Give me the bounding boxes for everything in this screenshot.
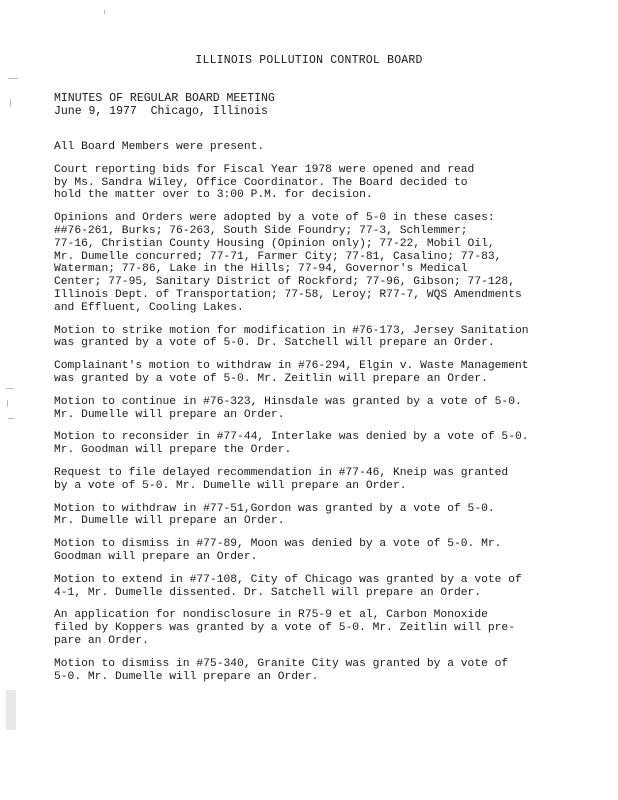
- minutes-line: Motion to withdraw in #77-51,Gordon was granted by a vote of 5-0.: [54, 502, 495, 515]
- minutes-paragraph: [54, 431, 574, 457]
- minutes-line: pare an Order.: [54, 634, 149, 647]
- minutes-line: was granted by a vote of 5-0. Dr. Satchell will prepare an Order.: [54, 337, 495, 350]
- minutes-line: Motion to dismiss in #75-340, Granite City was granted by a vote of: [54, 657, 509, 670]
- minutes-paragraph: [54, 325, 574, 351]
- minutes-line: filed by Koppers was granted by a vote of 5-0. Mr. Zeitlin will pre-: [54, 622, 515, 635]
- minutes-line: and Effluent, Cooling Lakes.: [54, 301, 244, 314]
- minutes-paragraph: [54, 141, 574, 154]
- minutes-paragraph: [54, 609, 574, 647]
- minutes-line: Motion to strike motion for modification in #76-173, Jersey Sanitation: [54, 324, 529, 337]
- minutes-paragraph: [54, 467, 574, 493]
- minutes-line: Goodman will prepare an Order.: [54, 550, 258, 563]
- scan-mark: [8, 418, 14, 419]
- minutes-line: hold the matter over to 3:00 P.M. for decision.: [54, 189, 373, 202]
- minutes-line: Motion to continue in #76-323, Hinsdale was granted by a vote of 5-0.: [54, 395, 522, 408]
- meeting-heading-line1: MINUTES OF REGULAR BOARD MEETING: [54, 92, 275, 105]
- minutes-line: 4-1, Mr. Dumelle dissented. Dr. Satchell will prepare an Order.: [54, 586, 482, 599]
- scan-mark: [6, 690, 16, 730]
- minutes-line: Mr. Dumelle will prepare an Order.: [54, 408, 285, 421]
- minutes-line: Waterman; 77-86, Lake in the Hills; 77-94, Governor's Medical: [54, 263, 468, 276]
- minutes-paragraph: [54, 503, 574, 529]
- minutes-body: [54, 141, 574, 693]
- minutes-line: Center; 77-95, Sanitary District of Rockford; 77-96, Gibson; 77-128,: [54, 276, 515, 289]
- minutes-line: Mr. Dumelle will prepare an Order.: [54, 515, 285, 528]
- board-title: ILLINOIS POLLUTION CONTROL BOARD: [195, 54, 423, 67]
- minutes-line: Illinois Dept. of Transportation; 77-58, Leroy; R77-7, WQS Amendments: [54, 288, 522, 301]
- minutes-line: Court reporting bids for Fiscal Year 1978 were opened and read: [54, 163, 475, 176]
- minutes-paragraph: [54, 574, 574, 600]
- minutes-paragraph: [54, 360, 574, 386]
- minutes-line: Request to file delayed recommendation in #77-46, Kneip was granted: [54, 466, 509, 479]
- meeting-heading: [54, 92, 275, 118]
- minutes-line: Motion to dismiss in #77-89, Moon was denied by a vote of 5-0. Mr.: [54, 538, 502, 551]
- scan-mark: [10, 99, 11, 107]
- minutes-paragraph: [54, 212, 574, 314]
- minutes-line: Mr. Goodman will prepare the Order.: [54, 444, 292, 457]
- minutes-line: An application for nondisclosure in R75-9 et al, Carbon Monoxide: [54, 609, 488, 622]
- scan-mark: [7, 400, 8, 407]
- minutes-paragraph: [54, 396, 574, 422]
- minutes-line: Motion to reconsider in #77-44, Interlake was denied by a vote of 5-0.: [54, 431, 529, 444]
- minutes-paragraph: [54, 164, 574, 202]
- scan-mark: [6, 388, 14, 389]
- minutes-paragraph: [54, 538, 574, 564]
- minutes-line: was granted by a vote of 5-0. Mr. Zeitlin will prepare an Order.: [54, 372, 488, 385]
- scan-mark: [8, 78, 18, 79]
- minutes-line: 77-16, Christian County Housing (Opinion only); 77-22, Mobil Oil,: [54, 237, 495, 250]
- minutes-line: Motion to extend in #77-108, City of Chicago was granted by a vote of: [54, 573, 522, 586]
- scan-mark: [104, 10, 105, 14]
- minutes-line: Complainant's motion to withdraw in #76-294, Elgin v. Waste Management: [54, 360, 529, 373]
- minutes-paragraph: [54, 658, 574, 684]
- minutes-line: Mr. Dumelle concurred; 77-71, Farmer City; 77-81, Casalino; 77-83,: [54, 250, 502, 263]
- minutes-line: by Ms. Sandra Wiley, Office Coordinator. The Board decided to: [54, 176, 468, 189]
- minutes-line: All Board Members were present.: [54, 141, 265, 153]
- meeting-heading-line2: June 9, 1977 Chicago, Illinois: [54, 105, 268, 118]
- minutes-line: Opinions and Orders were adopted by a vote of 5-0 in these cases:: [54, 212, 495, 225]
- minutes-line: 5-0. Mr. Dumelle will prepare an Order.: [54, 670, 319, 683]
- minutes-line: ##76-261, Burks; 76-263, South Side Foundry; 77-3, Schlemmer;: [54, 224, 468, 237]
- minutes-line: by a vote of 5-0. Mr. Dumelle will prepare an Order.: [54, 479, 407, 492]
